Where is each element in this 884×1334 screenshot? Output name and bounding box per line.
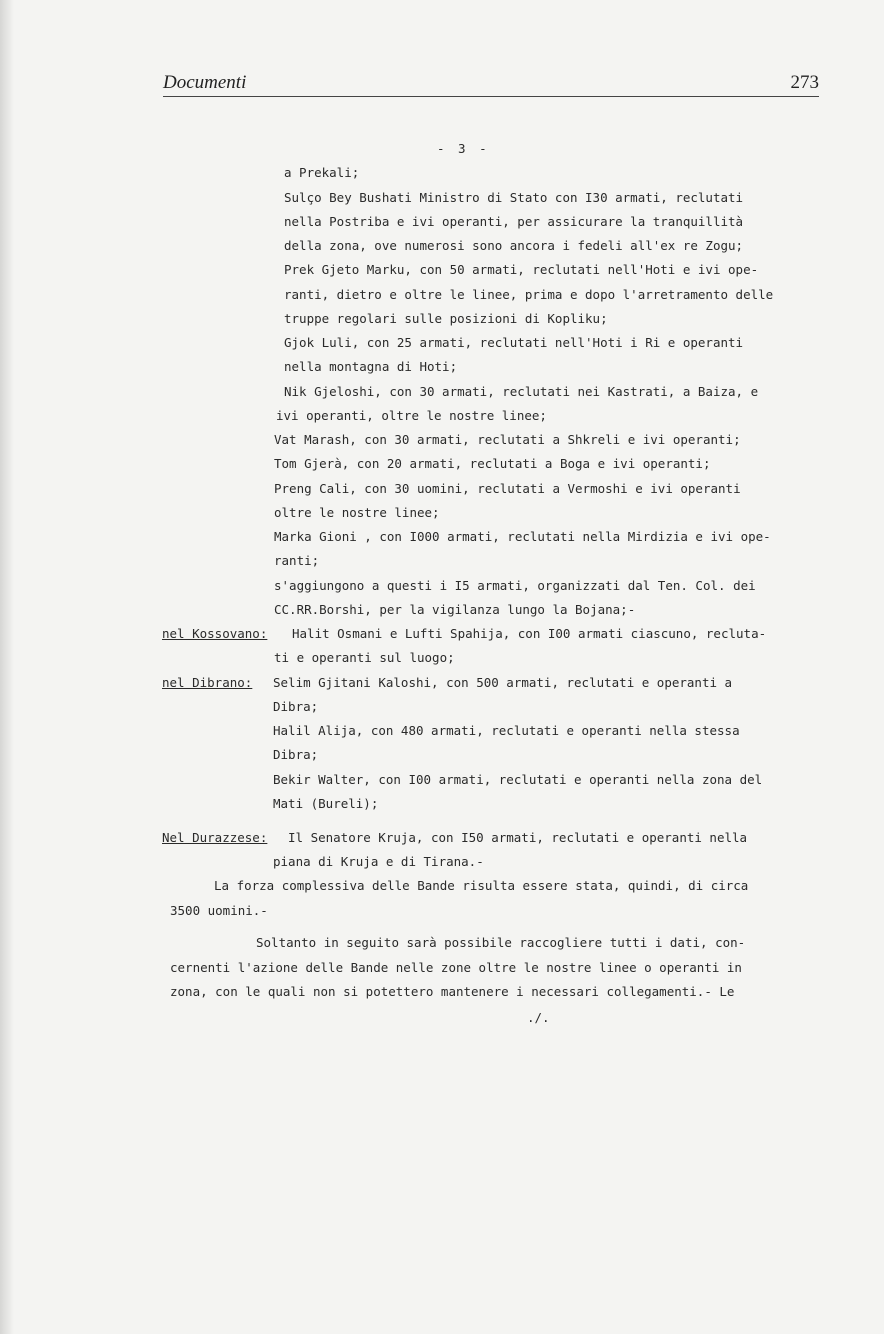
typed-line: Nik Gjeloshi, con 30 armati, reclutati nei Kastrati, a Baiza, e [284,384,759,399]
typed-line: zona, con le quali non si potettero mantenere i necessari collegamenti.- Le [170,984,735,999]
page-header [163,70,819,97]
typed-line: ivi operanti, oltre le nostre linee; [276,408,547,423]
typed-line: piana di Kruja e di Tirana.- [273,854,484,869]
page-number: 273 [790,72,819,93]
typed-line: a Prekali; [284,165,360,180]
typed-line: ranti; [274,553,320,568]
typed-line: Marka Gioni , con I000 armati, reclutati nella Mirdizia e ivi ope- [274,529,771,544]
typed-line: Prek Gjeto Marku, con 50 armati, reclutati nell'Hoti e ivi ope- [284,262,759,277]
typed-line: ti e operanti sul luogo; [274,650,455,665]
typed-line: Halit Osmani e Lufti Spahija, con I00 armati ciascuno, recluta- [292,626,767,641]
typed-line: Soltanto in seguito sarà possibile raccogliere tutti i dati, con- [256,935,746,950]
typed-line: nella Postriba e ivi operanti, per assicurare la tranquillità [284,214,744,229]
typed-line: Tom Gjerà, con 20 armati, reclutati a Boga e ivi operanti; [274,456,711,471]
typed-line: Gjok Luli, con 25 armati, reclutati nell'Hoti i Ri e operanti [284,335,744,350]
typed-line: Bekir Walter, con I00 armati, reclutati e operanti nella zona del [273,772,763,787]
typed-line: Vat Marash, con 30 armati, reclutati a Shkreli e ivi operanti; [274,432,741,447]
typed-line: Preng Cali, con 30 uomini, reclutati a Vermoshi e ivi operanti [274,481,741,496]
running-title: Documenti [163,72,247,93]
typed-line: Dibra; [273,699,319,714]
typed-line: Sulço Bey Bushati Ministro di Stato con I30 armati, reclutati [284,190,744,205]
typed-line: Dibra; [273,747,319,762]
typed-page-marker: - 3 - [437,141,490,156]
typed-line: 3500 uomini.- [170,903,268,918]
typed-line: della zona, ove numerosi sono ancora i fedeli all'ex re Zogu; [284,238,744,253]
typed-line: Mati (Bureli); [273,796,379,811]
typed-line: cernenti l'azione delle Bande nelle zone oltre le nostre linee o operanti in [170,960,742,975]
typed-line: nella montagna di Hoti; [284,359,458,374]
section-label-durazzese: Nel Durazzese: [162,830,268,845]
typed-line: Selim Gjitani Kaloshi, con 500 armati, reclutati e operanti a [273,675,733,690]
typed-line: Halil Alija, con 480 armati, reclutati e operanti nella stessa [273,723,740,738]
typed-line: CC.RR.Borshi, per la vigilanza lungo la Bojana;- [274,602,636,617]
typed-line: s'aggiungono a questi i I5 armati, organizzati dal Ten. Col. dei [274,578,756,593]
page-edge-shadow [0,0,14,1334]
typed-line: Il Senatore Kruja, con I50 armati, reclutati e operanti nella [288,830,748,845]
typed-line: La forza complessiva delle Bande risulta essere stata, quindi, di circa [214,878,749,893]
section-label-dibrano: nel Dibrano: [162,675,253,690]
section-label-kossovano: nel Kossovano: [162,626,268,641]
typed-line: truppe regolari sulle posizioni di Kopliku; [284,311,608,326]
typed-line: ranti, dietro e oltre le linee, prima e dopo l'arretramento delle [284,287,774,302]
typed-continuation-mark: ./. [527,1010,550,1025]
typed-line: oltre le nostre linee; [274,505,440,520]
